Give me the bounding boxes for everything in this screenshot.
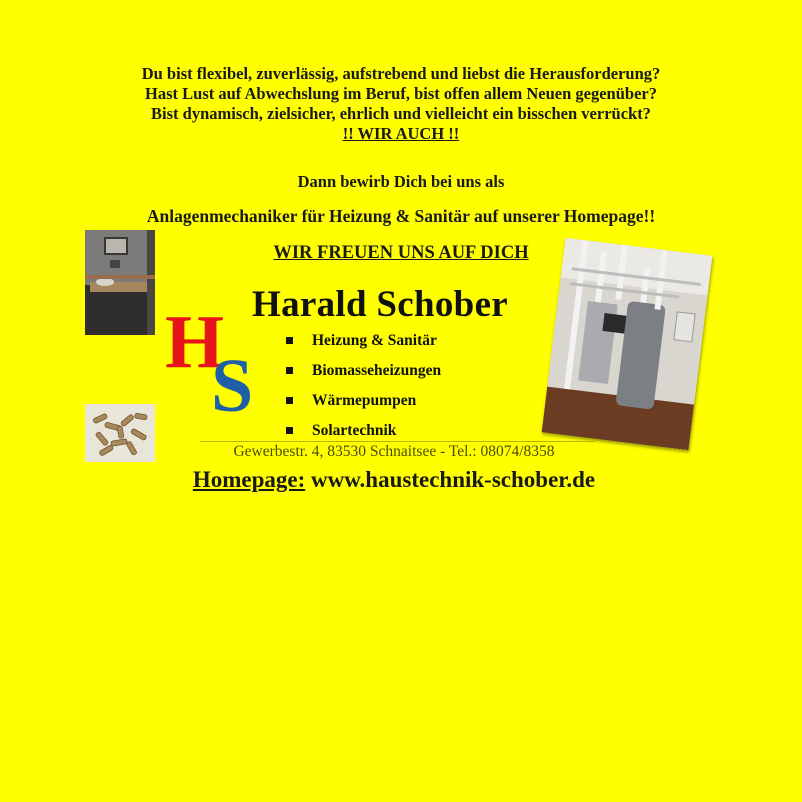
homepage-line <box>0 467 788 493</box>
intro-line-2: Hast Lust auf Abwechslung im Beruf, bist offen allem Neuen gegenüber? <box>145 84 657 103</box>
intro-line-3: Bist dynamisch, zielsicher, ehrlich und vielleicht ein bisschen verrückt? <box>151 104 651 123</box>
service-label: Solartechnik <box>312 422 397 439</box>
boiler-room-photo <box>542 238 713 451</box>
bathroom-photo <box>85 230 155 335</box>
service-item <box>286 329 441 359</box>
bullet-icon <box>286 397 293 404</box>
service-item <box>286 389 441 419</box>
bullet-icon <box>286 337 293 344</box>
freuen-heading: WIR FREUEN UNS AUF DICH <box>273 243 529 263</box>
address-line: Gewerbestr. 4, 83530 Schnaitsee - Tel.: 08074/8358 <box>233 443 555 460</box>
service-label: Wärmepumpen <box>312 392 417 409</box>
intro-line-1: Du bist flexibel, zuverlässig, aufstrebend und liebst die Herausforderung? <box>141 64 661 83</box>
bullet-icon <box>286 427 293 434</box>
homepage-label: Homepage: <box>192 467 306 492</box>
divider-line <box>200 441 595 442</box>
wir-auch-text: !! WIR AUCH !! <box>342 124 460 143</box>
service-label: Biomasseheizungen <box>312 362 442 379</box>
homepage-url[interactable]: www.haustechnik-schober.de <box>311 467 596 492</box>
logo-letter-s: S <box>211 344 254 415</box>
job-title-text: Anlagenmechaniker für Heizung & Sanitär auf unserer Homepage!! <box>146 206 656 226</box>
hs-logo <box>165 295 265 415</box>
bullet-icon <box>286 367 293 374</box>
service-label: Heizung & Sanitär <box>312 332 437 349</box>
company-name: Harald Schober <box>252 284 509 325</box>
logo-letter-h: H <box>165 300 225 384</box>
intro-text <box>0 64 802 144</box>
apply-text: Dann bewirb Dich bei uns als <box>297 172 505 191</box>
services-list <box>286 329 441 449</box>
service-item <box>286 359 441 389</box>
